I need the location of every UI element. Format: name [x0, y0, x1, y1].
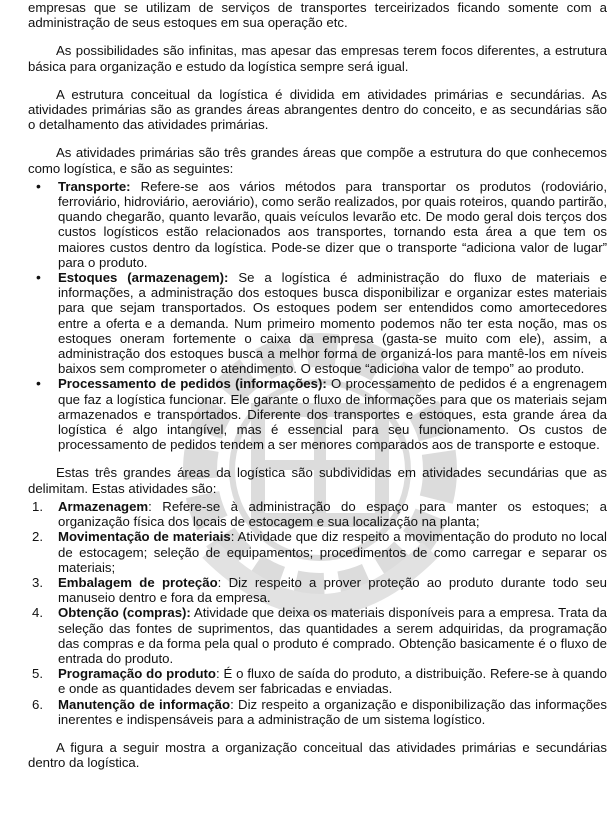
item-number: 5. — [32, 666, 43, 682]
activity-text: : Atividade que diz respeito a movimentação do produto no local de estocagem; seleção de equipamentos; procedimentos de como carregar e separar os materiais; — [58, 529, 607, 575]
list-item — [32, 574, 607, 606]
activity-text: Refere-se aos vários métodos para transportar os produtos (rodoviário, ferroviário, hidroviário, aeroviário), como serão realizados, por quais roteiros, quando partirão, quando chegarão, quanto levarão, quais veículos levarão etc. De modo geral dois terços dos custos logísticos estão relacionados aos transportes, tornando esta área a que tem os maiores custos dentro da logística. Pode-se dizer que o transporte “adiciona valor de lugar” para o produto. — [58, 178, 608, 270]
activity-text: O processamento de pedidos é a engrenagem que faz a logística funcionar. Ele garante o fluxo de informações para que os materiais sejam armazenados e transportados. Diferente dos transportes e estoques, esta grande área da logística é algo intangível, mas é essencial para seu funcionamento. Os custos de processamento de pedidos tendem a ser menores comparados aos de transporte e estoque. — [58, 376, 607, 453]
list-item — [32, 605, 607, 666]
activity-text: Atividade que deixa os materiais disponíveis para a empresa. Trata da seleção das fontes de suprimentos, das quantidades a serem adquiridas, da programação das compras e da forma pela qual o produto é comprado. Obtenção basicamente é o fluxo de entrada do produto. — [58, 605, 607, 666]
activity-term: Armazenagem — [58, 498, 149, 514]
activity-term: Obtenção (compras): — [58, 605, 191, 621]
activity-text: : Diz respeito a organização e disponibilização das informações inerentes e indispensáveis para a administração de um sistema logístico. — [58, 696, 607, 727]
intro-fragment: empresas que se utilizam de serviços de transportes terceirizados ficando somente com a administração de seus estoques em sua operação etc. — [28, 0, 607, 31]
paragraph-secundarias: Estas três grandes áreas da logística são subdivididas em atividades secundárias que as delimitam. Estas atividades são: — [28, 465, 607, 496]
secondary-activities-list — [28, 499, 607, 727]
list-item — [58, 179, 607, 270]
activity-term: Embalagem de proteção — [58, 574, 218, 590]
primary-activities-list — [28, 179, 607, 453]
list-item — [58, 270, 607, 376]
activity-text: : É o fluxo de saída do produto, a distribuição. Refere-se à quando e onde as quantidades devem ser fabricadas e enviadas. — [58, 666, 607, 697]
activity-text: : Refere-se à administração do espaço para manter os estoques; a organização física dos locais de estocagem e sua localização na planta; — [58, 498, 607, 530]
item-number: 1. — [32, 498, 43, 514]
activity-term: Movimentação de materiais — [58, 529, 231, 545]
activity-text: Se a logística é administração do fluxo de materiais e informações, a administração dos estoques busca disponibilizar e organizar estes materiais para que sejam transportados. Os estoques podem ser entendidos como amortecedores entre a oferta e a demanda. Num primeiro momento podemos não ter esta noção, mas os estoques oneram fortemente o caixa da empresa (gasta-se muito com ele), assim, a administração dos estoques busca a melhor forma de organizá-los para mantê-los em níveis baixos sem comprometer o atendimento. O estoque “adiciona valor de tempo” ao produto. — [58, 270, 607, 377]
list-item — [58, 376, 607, 452]
item-number: 4. — [32, 605, 43, 621]
list-item — [32, 498, 607, 530]
item-number: 2. — [32, 529, 43, 545]
list-item — [32, 666, 607, 697]
list-item — [32, 696, 607, 727]
paragraph-primarias: As atividades primárias são três grandes áreas que compõe a estrutura do que conhecemos como logística, e são as seguintes: — [28, 145, 607, 176]
paragraph-estrutura: A estrutura conceitual da logística é dividida em atividades primárias e secundárias. As atividades primárias são as grandes áreas abrangentes dentro do conceito, e as secundárias são o detalhamento das atividades primárias. — [28, 86, 607, 133]
activity-term: Manutenção de informação — [58, 696, 231, 712]
paragraph-figura: A figura a seguir mostra a organização conceitual das atividades primárias e secundárias dentro da logística. — [28, 739, 607, 771]
paragraph-possibilidades: As possibilidades são infinitas, mas apesar das empresas terem focos diferentes, a estrutura básica para organização e estudo da logística sempre será igual. — [28, 43, 607, 74]
activity-term: Estoques (armazenagem): — [58, 270, 229, 286]
item-number: 6. — [32, 696, 43, 712]
item-number: 3. — [32, 574, 43, 590]
activity-term: Programação do produto — [58, 666, 216, 682]
activity-term: Processamento de pedidos (informações): — [58, 376, 327, 392]
activity-text: : Diz respeito a prover proteção ao produto durante todo seu manuseio dentro e fora da empresa. — [58, 574, 607, 606]
list-item — [32, 529, 607, 575]
activity-term: Transporte: — [58, 178, 131, 194]
